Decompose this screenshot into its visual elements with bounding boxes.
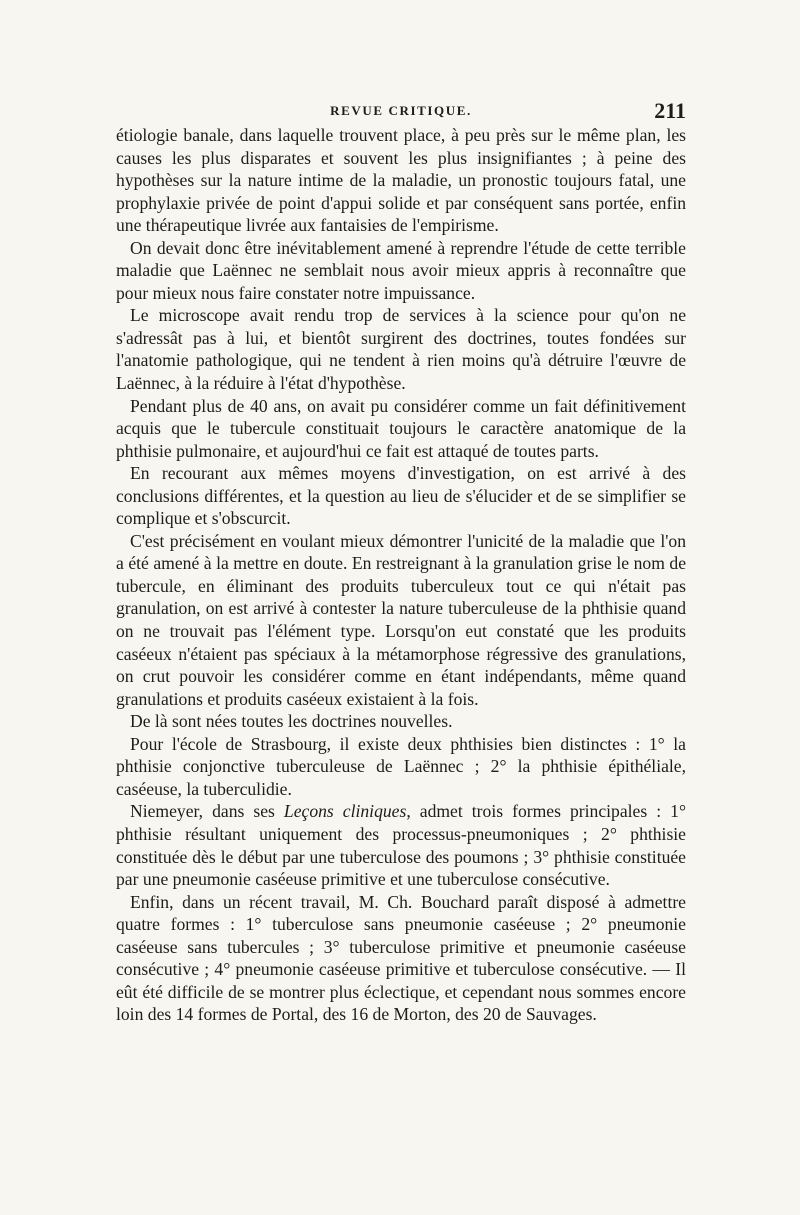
page-number: 211 <box>654 98 686 123</box>
paragraph-8: Pour l'école de Strasbourg, il existe deux phthisies bien distinctes : 1° la phthisie conjonctive tuberculeuse de Laënnec ; 2° la phthisie épithéliale, caséeuse, la tuberculidie. <box>116 733 686 799</box>
paragraph-4: Pendant plus de 40 ans, on avait pu considérer comme un fait définitivement acquis que le tubercule constituait toujours le caractère anatomique de la phthisie pulmonaire, et aujourd'hui ce fait est attaqué de toutes parts. <box>116 395 686 461</box>
paragraph-6: C'est précisément en voulant mieux démontrer l'unicité de la maladie que l'on a été amené à la mettre en doute. En restreignant à la granulation grise le nom de tubercule, en éliminant des produits tuberculeux tout ce qui n'était pas granulation, on est arrivé à contester la nature tuberculeuse de la phthisie quand on ne trouvait pas l'élément type. Lorsqu'on eut constaté que les produits caséeux n'étaient pas spéciaux à la métamorphose régressive des granulations, on crut pouvoir les considérer comme en étant indépendants, même quand granulations et produits caséeux existaient à la fois. <box>116 530 686 709</box>
paragraph-3: Le microscope avait rendu trop de services à la science pour qu'on ne s'adressât pas à lui, et bientôt surgirent des doctrines, toutes fondées sur l'anatomie pathologique, qui ne tendent à rien moins qu'à détruire l'œuvre de Laënnec, à la réduire à l'état d'hypothèse. <box>116 305 686 394</box>
paragraph-5: En recourant aux mêmes moyens d'investigation, on est arrivé à des conclusions différentes, et la question au lieu de s'élucider et de se simplifier se complique et s'obscurcit. <box>116 463 686 529</box>
running-head <box>116 98 686 125</box>
body-text <box>116 124 686 1026</box>
paragraph-2: On devait donc être inévitablement amené à reprendre l'étude de cette terrible maladie que Laënnec ne semblait nous avoir mieux appris à reconnaître que pour mieux nous faire constater notre impuissance. <box>116 237 686 303</box>
paragraph-10: Enfin, dans un récent travail, M. Ch. Bouchard paraît disposé à admettre quatre formes : 1° tuberculose sans pneumonie caséeuse ; 2° pneumonie caséeuse sans tubercules ; 3° tuberculose primitive et pneumonie caséeuse consécutive ; 4° pneumonie caséeuse primitive et tuberculose consécutive. — Il eût été difficile de se montrer plus éclectique, et cependant nous sommes encore loin des 14 formes de Portal, des 16 de Morton, des 20 de Sauvages. <box>116 891 686 1025</box>
paragraph-9-rest: , admet trois formes principales : 1° phthisie résultant uniquement des processus-pneumoniques ; 2° phthisie constituée dès le début par une tuberculose des poumons ; 3° phthisie constituée par une pneumonie caséeuse primitive et une tuberculose consécutive. <box>116 801 686 890</box>
paragraph-1: étiologie banale, dans laquelle trouvent place, à peu près sur le même plan, les causes les plus disparates et souvent les plus insignifiantes ; à peine des hypothèses sur la nature intime de la maladie, un pronostic toujours fatal, une prophylaxie privée de point d'appui solide et par conséquent sans portée, enfin une thérapeutique livrée aux fantaisies de l'empirisme. <box>116 125 686 236</box>
paragraph-9-lead: Niemeyer, dans ses <box>130 801 284 822</box>
book-title-italic: Leçons cliniques <box>283 801 407 822</box>
paragraph-9 <box>116 800 686 890</box>
running-title: REVUE CRITIQUE. <box>330 103 472 118</box>
paragraph-7: De là sont nées toutes les doctrines nouvelles. <box>130 711 453 732</box>
